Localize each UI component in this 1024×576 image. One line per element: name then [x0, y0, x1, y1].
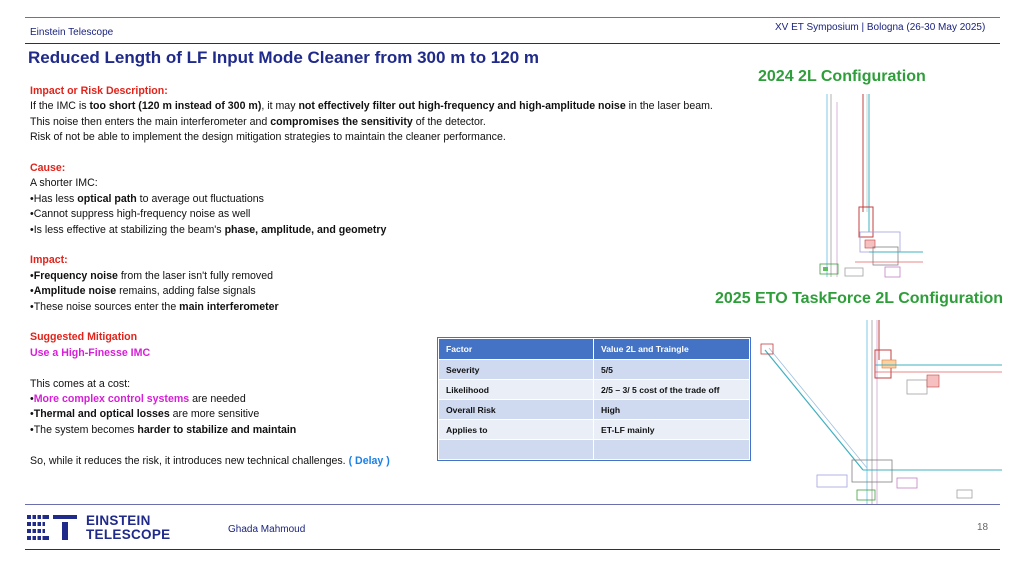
cause-bullet-3: •Is less effective at stabilizing the beam's phase, amplitude, and geometry [30, 223, 387, 236]
risk-table-header [439, 339, 750, 360]
mitigation-bullet-3: •The system becomes harder to stabilize and maintain [30, 423, 297, 436]
header-top-rule [25, 17, 1000, 18]
cause-intro: A shorter IMC: [30, 177, 98, 190]
table-header-value: Value 2L and Traingle [594, 339, 750, 360]
table-cell: Overall Risk [439, 400, 594, 420]
mitigation-bullet-2: •Thermal and optical losses are more sensitive [30, 408, 260, 421]
mitigation-subheading: Use a High-Finesse IMC [30, 346, 151, 359]
cause-bullet-1: •Has less optical path to average out fluctuations [30, 192, 264, 205]
logo-line-1: EINSTEIN [86, 513, 151, 528]
table-row [439, 440, 750, 460]
cause-heading: Cause: [30, 162, 66, 175]
risk-table [438, 338, 750, 460]
mitigation-heading: Suggested Mitigation [30, 331, 138, 344]
table-cell: Applies to [439, 420, 594, 440]
header-event: XV ET Symposium | Bologna (26-30 May 2025) [775, 22, 986, 33]
layout-diagram-2024 [815, 92, 925, 282]
table-cell: 5/5 [594, 360, 750, 380]
layout-diagram-2025 [757, 320, 1002, 508]
table-cell: ET-LF mainly [594, 420, 750, 440]
page-number: 18 [977, 522, 989, 533]
mitigation-cost: This comes at a cost: [30, 377, 131, 390]
einstein-telescope-logo-icon [27, 513, 79, 541]
table-row [439, 380, 750, 400]
table-row [439, 400, 750, 420]
mitigation-closing: So, while it reduces the risk, it introduces new technical challenges. ( Delay ) [30, 454, 390, 467]
impact-desc-line-2: This noise then enters the main interferometer and compromises the sensitivity of the detector. [30, 115, 486, 128]
impact-bullet-1: •Frequency noise from the laser isn't fully removed [30, 269, 274, 282]
author-name: Ghada Mahmoud [228, 524, 306, 535]
impact-desc-line-3: Risk of not be able to implement the design mitigation strategies to maintain the cleaner performance. [30, 131, 506, 144]
table-cell: Likelihood [439, 380, 594, 400]
footer-top-rule [25, 504, 1000, 505]
impact-desc-heading: Impact or Risk Description: [30, 85, 168, 97]
table-cell: 2/5 – 3/ 5 cost of the trade off [594, 380, 750, 400]
figure-label-2025: 2025 ETO TaskForce 2L Configuration [715, 290, 1004, 307]
header-bottom-rule [25, 43, 1000, 44]
cause-bullet-2: •Cannot suppress high-frequency noise as well [30, 208, 251, 221]
table-cell [594, 440, 750, 460]
table-header-factor: Factor [439, 339, 594, 360]
mitigation-bullet-1: •More complex control systems are needed [30, 393, 246, 406]
figure-label-2024: 2024 2L Configuration [758, 68, 926, 85]
page-title: Reduced Length of LF Input Mode Cleaner from 300 m to 120 m [28, 48, 540, 67]
impact-desc-line-1: If the IMC is too short (120 m instead of 300 m), it may not effectively filter out high-frequency and high-amplitude noise in the laser beam. [30, 100, 713, 113]
logo-wordmark [86, 514, 170, 541]
table-cell: High [594, 400, 750, 420]
impact-bullet-3: •These noise sources enter the main interferometer [30, 300, 279, 313]
impact-heading: Impact: [30, 254, 68, 267]
footer-bottom-rule [25, 549, 1000, 550]
impact-bullet-2: •Amplitude noise remains, adding false signals [30, 285, 256, 298]
table-cell [439, 440, 594, 460]
table-cell: Severity [439, 360, 594, 380]
table-row [439, 360, 750, 380]
table-row [439, 420, 750, 440]
logo-line-2: TELESCOPE [86, 526, 171, 542]
header-org: Einstein Telescope [30, 27, 114, 38]
